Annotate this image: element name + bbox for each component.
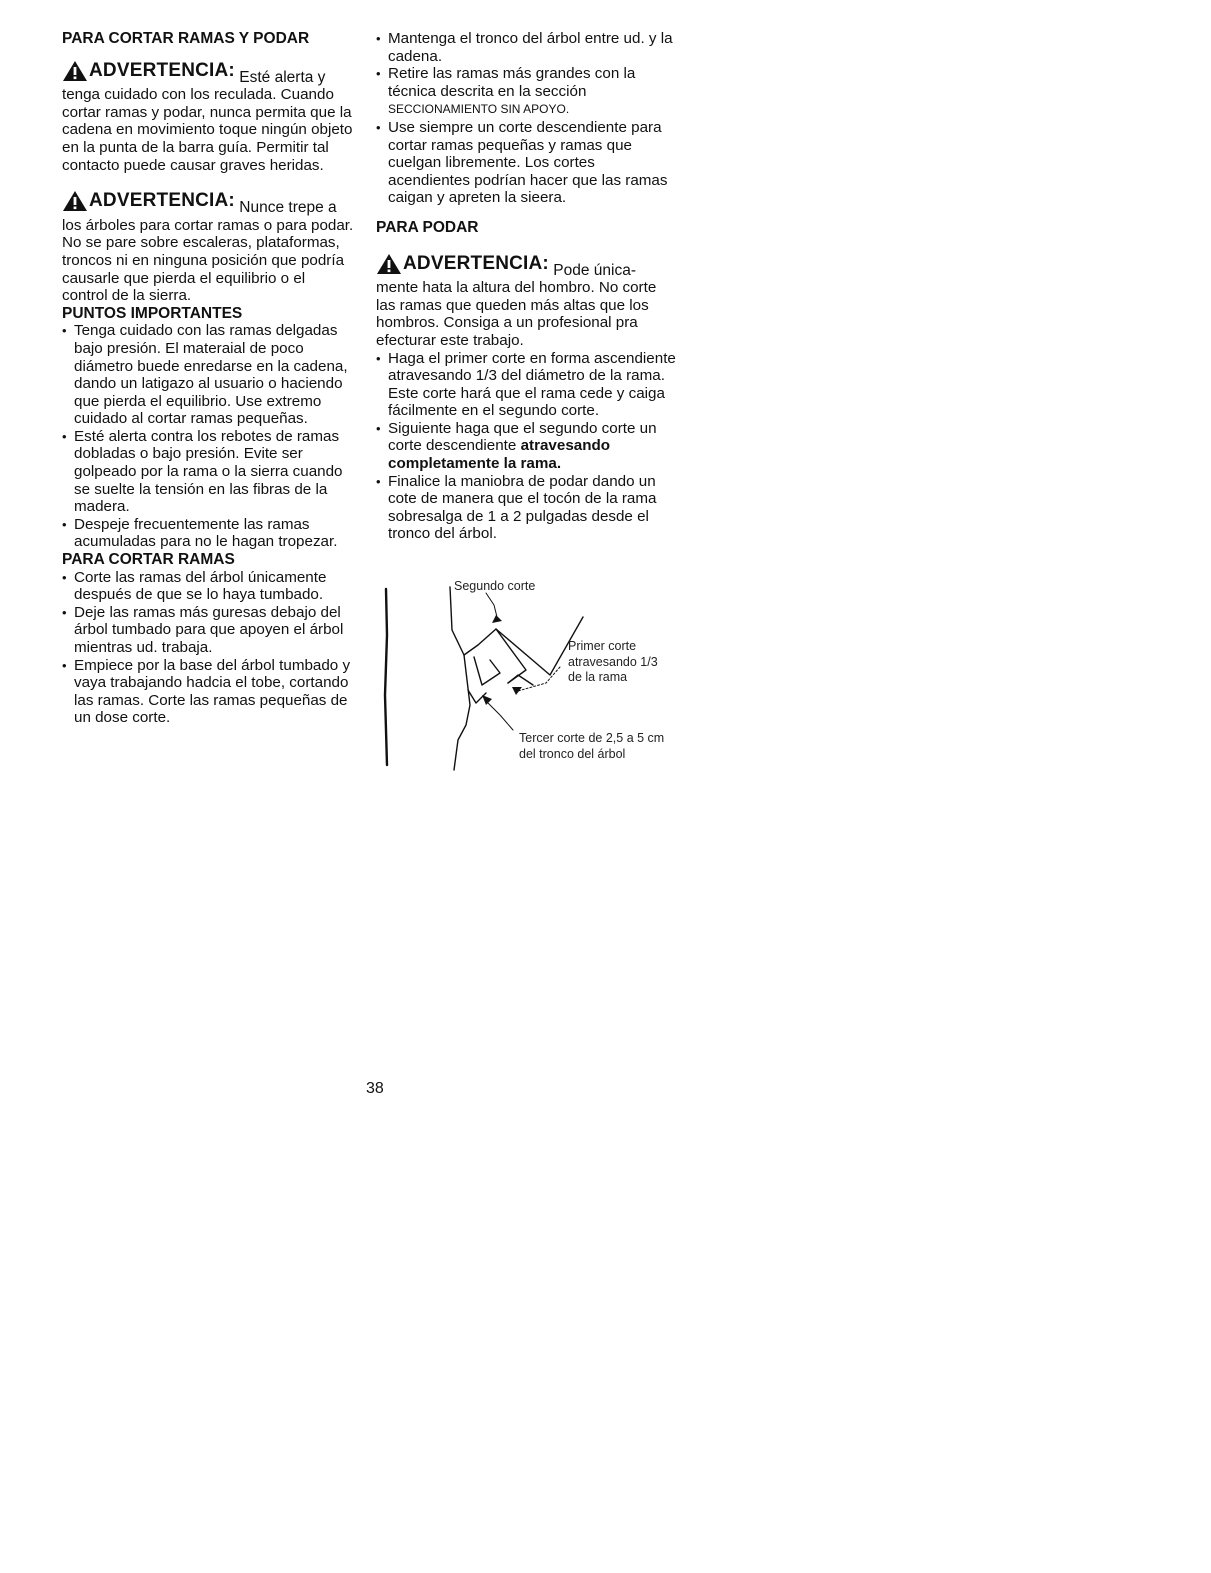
list-item: • Despeje frecuentemente las ramas acumuladas para no le hagan tropezar. [62,516,354,551]
list-item: • Corte las ramas del árbol únicamente después de que se lo haya tumbado. [62,569,354,604]
right-column [376,30,676,543]
list-item: • Tenga cuidado con las ramas delgadas bajo presión. El materaial de poco diámetro buede enredarse en la cadena, dando un latigazo al usuario o haciendo que pierda el equilibrio. Use extremo cuidado al cortar ramas pequeñas. [62,322,354,428]
warning-body: los árboles para cortar ramas o para podar. No se pare sobre escaleras, plataformas, troncos ni en ninguna posición que podría causarle que pierda el equilibrio o el control de la sierra. [62,216,354,305]
warning-body: mente hata la altura del hombro. No corte las ramas que queden más altas que los hombros. Consiga a un profesional pra efecturar este trabajo. [376,279,657,349]
top-bullets-list [376,30,676,207]
section-heading-cortar-ramas: PARA CORTAR RAMAS [62,551,235,569]
warning-lead: Pode única- [548,261,636,279]
left-column [62,30,354,727]
arrow-primer [512,687,522,695]
section-heading-para-podar: PARA PODAR [376,218,479,236]
warning-triangle-icon [376,253,402,275]
warning-label: ADVERTENCIA: [89,59,235,81]
retire-text: Retire las ramas más grandes con la técnica descrita en la sección [388,65,636,100]
list-item: • Finalice la maniobra de podar dando un cote de manera que el tocón de la rama sobresalga de 1 a 2 pulgadas desde el tronco del árbol. [376,473,676,543]
section-heading-cortar-ramas-y-podar: PARA CORTAR RAMAS Y PODAR [62,30,310,47]
warning-triangle-icon [62,190,88,212]
warning-block-2 [62,190,354,305]
label-tercer-corte: Tercer corte de 2,5 a 5 cm del tronco del árbol [519,731,665,761]
first-cut-line [508,675,533,685]
branch-outline-upper [450,587,478,655]
label-segundo-corte: Segundo corte [454,579,536,593]
list-item: • Mantenga el tronco del árbol entre ud. y la cadena. [376,30,676,65]
retire-caps: SECCIONAMIENTO SIN APOYO. [388,102,570,117]
branch-inner [474,657,500,685]
list-item: • Use siempre un corte descendiente para cortar ramas pequeñas y ramas que cuelgan libremente. Los cortes acendientes podrían hacer que las ramas caigan y apreten la sieera. [376,119,676,207]
warning-block-3 [376,253,676,350]
tree-trunk-line [385,589,387,765]
puntos-list [62,322,354,551]
page-number: 38 [366,1080,384,1097]
list-item: • Deje las ramas más guresas debajo del árbol tumbado para que apoyen el árbol mientras ud. trabaja. [62,604,354,657]
section-heading-puntos-importantes: PUNTOS IMPORTANTES [62,304,243,322]
warning-body: tenga cuidado con los reculada. Cuando cortar ramas y podar, nunca permita que la cadena en movimiento toque ningún objeto en la punta de la barra guía. Permitir tal contacto puede causar graves heridas. [62,86,353,174]
podar-2-bold: atravesando completamente la rama. [388,437,611,473]
arrow-segundo [492,615,502,623]
arrow-tercer [482,695,492,705]
branch-outline-lower [454,655,470,770]
podar-list [376,350,676,544]
warning-lead: Esté alerta y [234,68,326,86]
leader-tercer [488,703,513,730]
label-primer-corte: Primer corte atravesando 1/3 de la rama [568,639,658,684]
warning-lead: Nunce trepe a [234,199,337,217]
list-item [376,65,676,119]
warning-triangle-icon [62,60,88,82]
list-item: • Esté alerta contra los rebotes de ramas dobladas o bajo presión. Evite ser golpeado por la rama o la sierra cuando se suelte la tensión en las fibras de la madera. [62,428,354,516]
warning-label: ADVERTENCIA: [403,252,549,274]
podar-2-text: Siguiente haga que el segundo corte un corte descendiente [388,419,657,455]
list-item: • Haga el primer corte en forma ascendiente atravesando 1/3 del diámetro de la rama. Este corte hará que el rama cede y caiga fácilmente en el segundo corte. [376,350,676,420]
warning-block-1 [62,60,354,175]
pruning-diagram [378,575,698,775]
list-item [376,420,676,473]
cortar-ramas-list [62,569,354,727]
list-item: • Empiece por la base del árbol tumbado y vaya trabajando hadcia el tobe, cortando las ramas. Corte las ramas pequeñas de un dose corte. [62,657,354,727]
warning-label: ADVERTENCIA: [89,190,235,212]
